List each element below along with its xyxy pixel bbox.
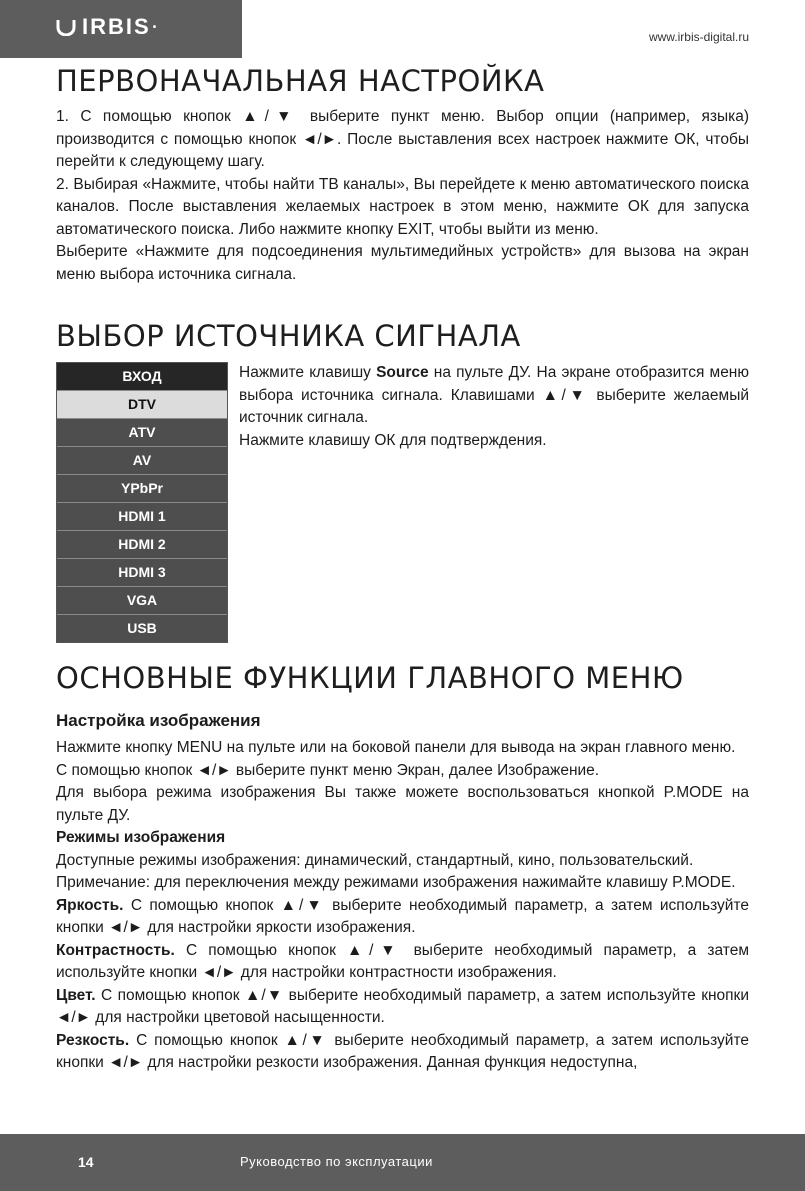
paragraph: Нажмите кнопку MENU на пульте или на боковой панели для вывода на экран главного меню. xyxy=(56,739,736,756)
irbis-logo: IRBIS • xyxy=(56,14,158,40)
source-item-ypbpr: YPbPr xyxy=(57,475,227,503)
logo-box xyxy=(0,0,242,58)
source-item-av: AV xyxy=(57,447,227,475)
section-title-source-select: ВЫБОР ИСТОЧНИКА СИГНАЛА xyxy=(56,319,521,353)
source-item-hdmi3: HDMI 3 xyxy=(57,559,227,587)
logo-text: IRBIS xyxy=(82,14,151,39)
paragraph: Доступные режимы изображения: динамический, стандартный, кино, пользовательский. xyxy=(56,851,694,869)
initial-setup-text xyxy=(56,106,749,286)
page-number: 14 xyxy=(78,1154,94,1170)
subtitle-picture-settings: Настройка изображения xyxy=(56,711,261,730)
source-item-hdmi2: HDMI 2 xyxy=(57,531,227,559)
section-title-initial-setup: ПЕРВОНАЧАЛЬНАЯ НАСТРОЙКА xyxy=(56,64,545,98)
source-menu-header: ВХОД xyxy=(57,363,227,391)
source-item-atv: ATV xyxy=(57,419,227,447)
source-item-usb: USB xyxy=(57,615,227,642)
source-item-hdmi1: HDMI 1 xyxy=(57,503,227,531)
section-title-main-menu: ОСНОВНЫЕ ФУНКЦИИ ГЛАВНОГО МЕНЮ xyxy=(56,661,684,695)
main-menu-text xyxy=(56,737,749,1075)
paragraph: Примечание: для переключения между режимами изображения нажимайте клавишу P.MODE. xyxy=(56,874,736,891)
subtitle-picture-modes: Режимы изображения xyxy=(56,829,226,846)
paragraph: Для выбора режима изображения Вы также можете воспользоваться кнопкой P.MODE на пульте ДУ. xyxy=(56,784,749,824)
source-menu xyxy=(56,362,228,643)
paragraph-contrast: Контрастность. С помощью кнопок ▲/▼ выберите необходимый параметр, а затем используйте кнопки ◄/► для настройки контрастности изображения. xyxy=(56,941,749,981)
source-item-dtv: DTV xyxy=(57,391,227,419)
footer-text: Руководство по эксплуатации xyxy=(240,1154,433,1169)
paragraph: Нажмите клавишу Source на пульте ДУ. На экране отобразится меню выбора источника сигнала. Клавишами ▲/▼ выберите желаемый источник сигнала. xyxy=(239,364,749,426)
paragraph-sharpness: Резкость. С помощью кнопок ▲/▼ выберите необходимый параметр, а затем используйте кнопки ◄/► для настройки резкости изображения. Данная функция недоступна, xyxy=(56,1031,749,1071)
paragraph-color: Цвет. С помощью кнопок ▲/▼ выберите необходимый параметр, а затем используйте кнопки ◄/► для настройки цветовой насыщенности. xyxy=(56,986,749,1026)
website-url: www.irbis-digital.ru xyxy=(648,30,749,44)
logo-shield-icon xyxy=(56,18,76,36)
source-select-text xyxy=(239,362,749,452)
paragraph: 1. С помощью кнопок ▲/▼ выберите пункт меню. Выбор опции (например, языка) производится с помощью кнопок ◄/►. После выставления всех настроек нажмите ОК, чтобы перейти к следующему шагу. xyxy=(56,108,749,170)
paragraph: Нажмите клавишу ОК для подтверждения. xyxy=(239,431,547,449)
paragraph: 2. Выбирая «Нажмите, чтобы найти ТВ каналы», Вы перейдете к меню автоматического поиска каналов. После выставления желаемых настроек в этом меню, нажмите ОК для запуска автоматического поиска. Либо нажмите кнопку EXIT, чтобы выйти из меню. xyxy=(56,175,749,238)
paragraph: С помощью кнопок ◄/► выберите пункт меню Экран, далее Изображение. xyxy=(56,761,600,779)
paragraph: Выберите «Нажмите для подсоединения мультимедийных устройств» для вызова на экран меню выбора источника сигнала. xyxy=(56,243,749,283)
source-item-vga: VGA xyxy=(57,587,227,615)
paragraph-brightness: Яркость. С помощью кнопок ▲/▼ выберите необходимый параметр, а затем используйте кнопки ◄/► для настройки яркости изображения. xyxy=(56,896,749,936)
page-footer xyxy=(0,1134,805,1191)
